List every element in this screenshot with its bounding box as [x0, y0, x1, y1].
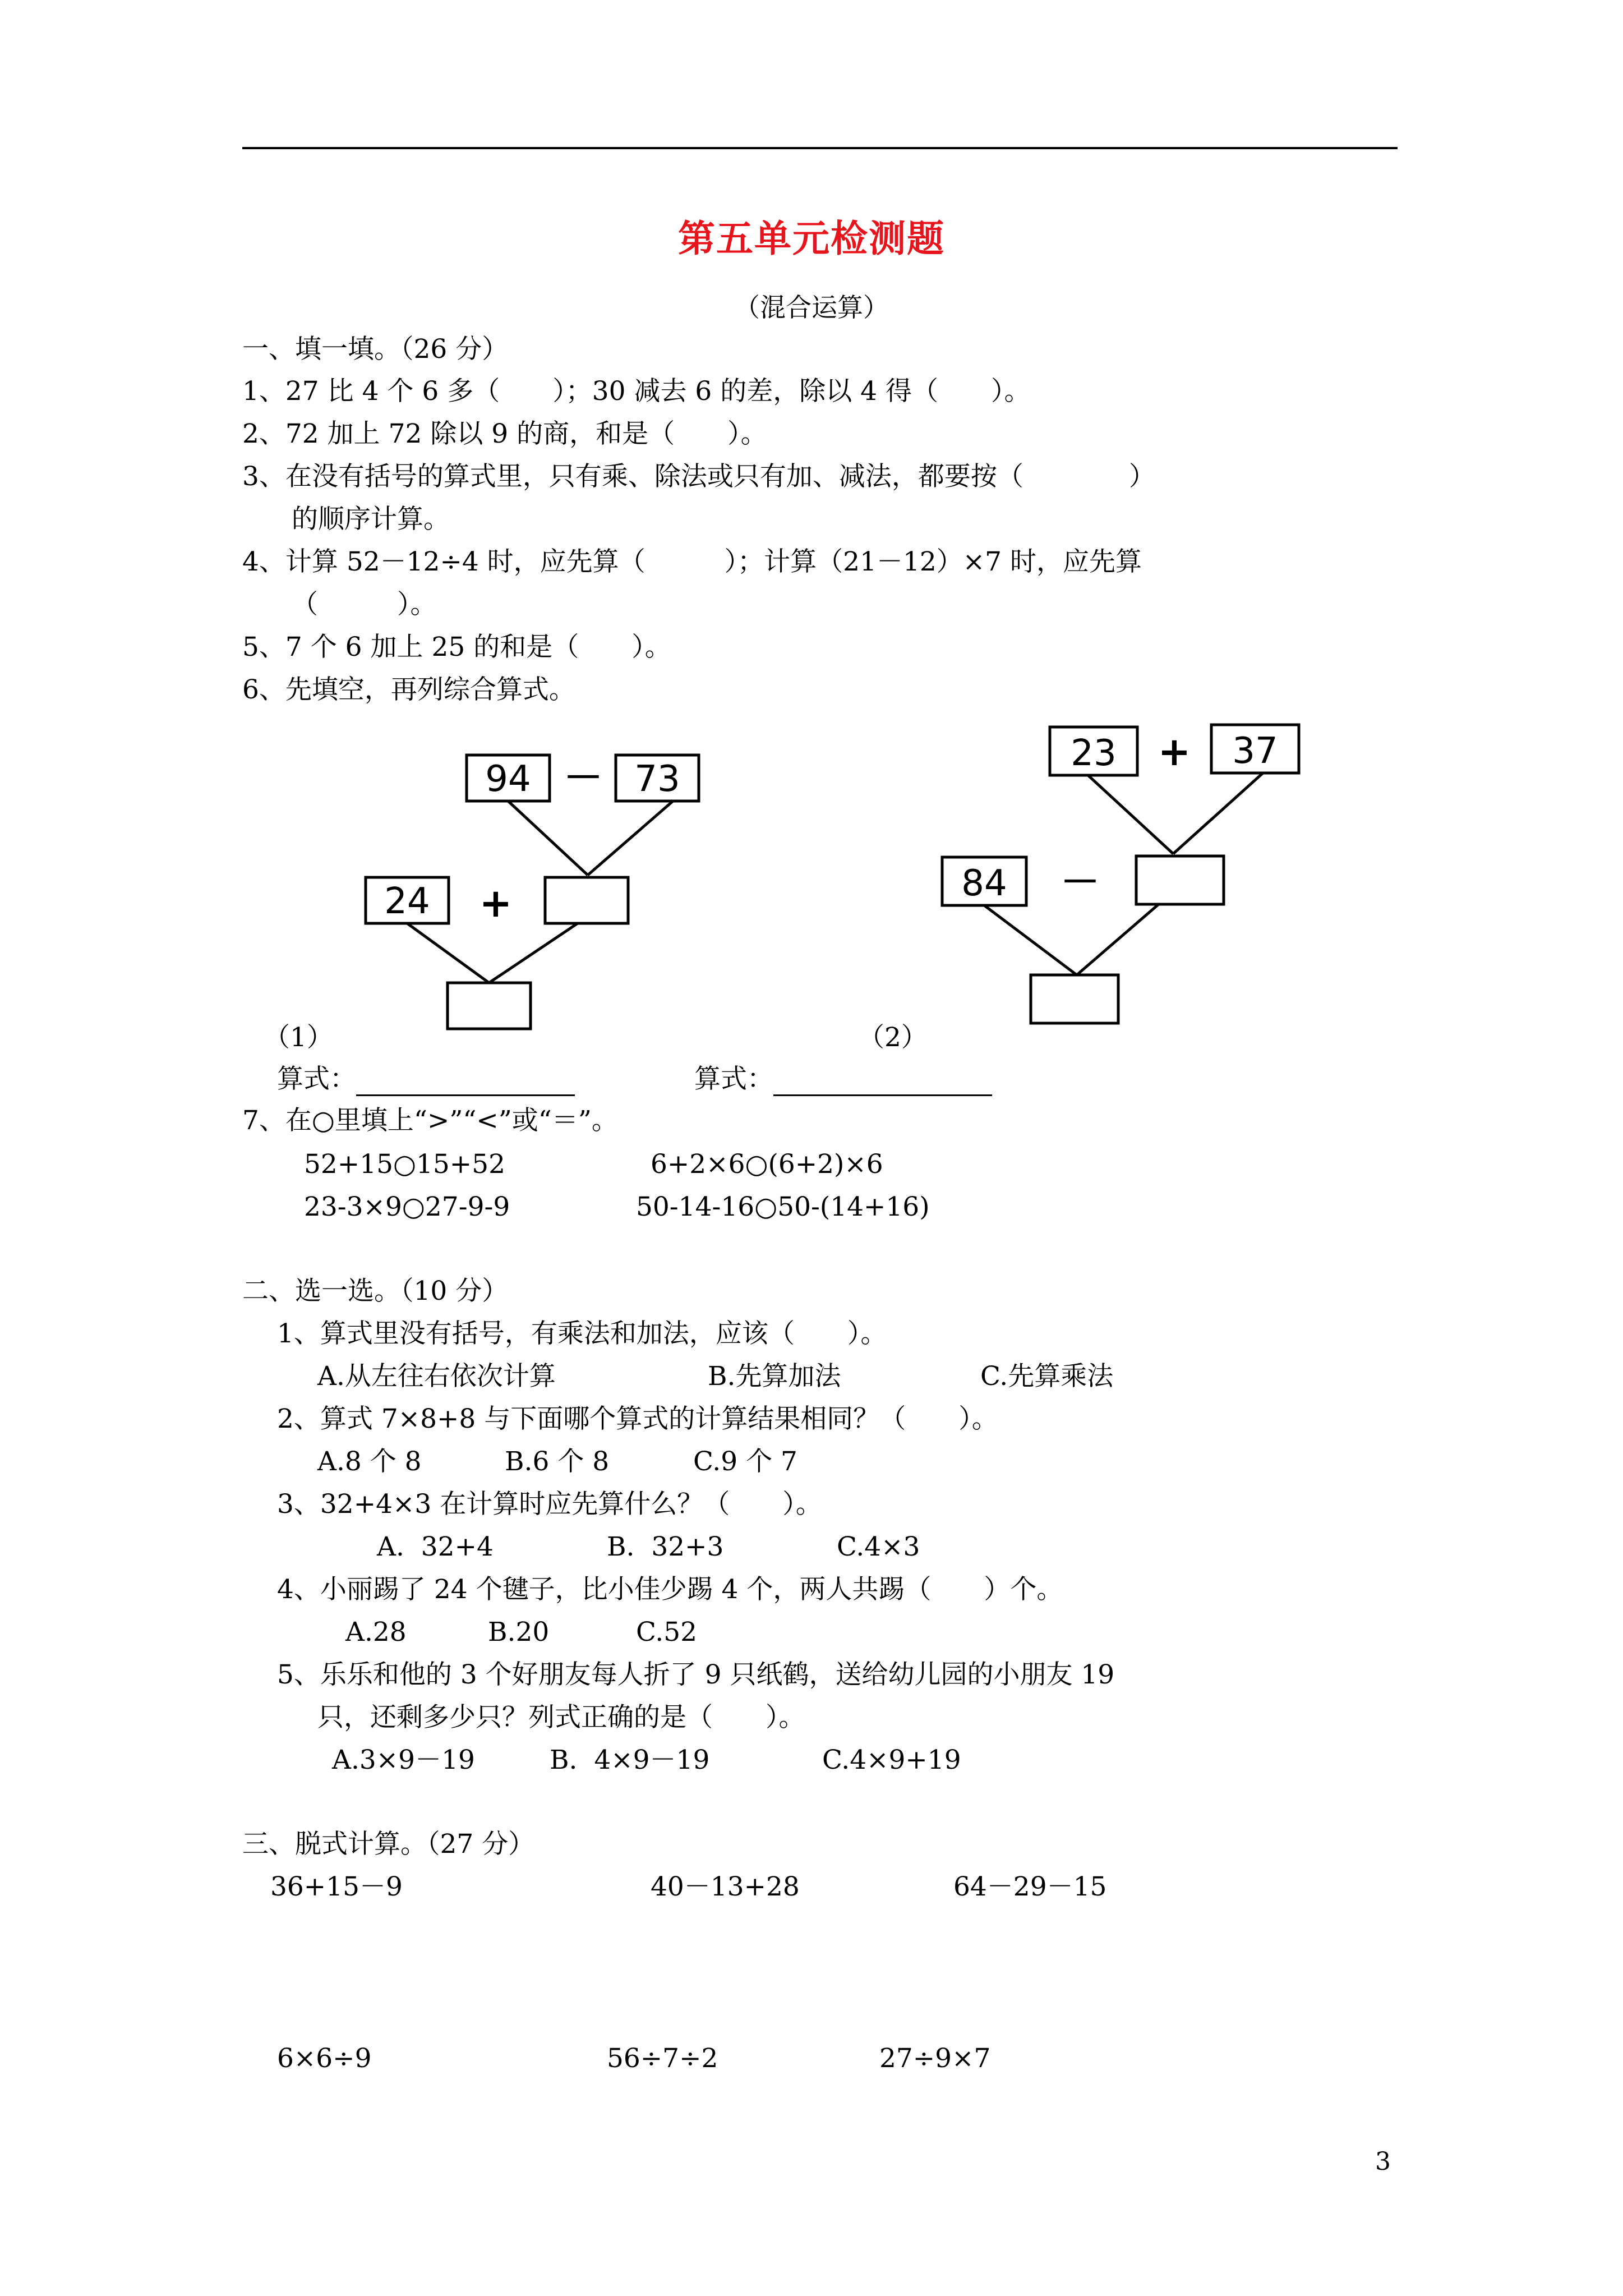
section1-q2: 2、72 加上 72 除以 9 的商，和是（ ）。 [242, 418, 767, 449]
formula-label-1: 算式： [277, 1064, 356, 1094]
section2-q4-opt-c: C.52 [636, 1617, 698, 1648]
section2-q1-opt-c: C.先算乘法 [980, 1361, 1114, 1392]
section2-q5-line2: 只，还剩多少只？列式正确的是（ ）。 [317, 1702, 805, 1733]
d2-top-left-number: 23 [1071, 733, 1117, 774]
q7-item-1: 52+15○15+52 [304, 1149, 505, 1180]
d2-connector-top-left [1088, 775, 1173, 854]
d2-mid-operator: － [1061, 859, 1100, 905]
section3-heading: 三、脱式计算。（27 分） [242, 1829, 535, 1860]
calc-1: 36+15－9 [270, 1871, 403, 1902]
calc-4: 6×6÷9 [277, 2043, 372, 2074]
section2-q1: 1、算式里没有括号，有乘法和加法，应该（ ）。 [277, 1318, 887, 1349]
d1-bottom-answer-box [448, 983, 531, 1029]
q7-item-2: 6+2×6○(6+2)×6 [651, 1149, 883, 1180]
section1-q4-line2: （ ）。 [292, 589, 437, 620]
section2-q2-opt-a: A.8 个 8 [317, 1446, 422, 1477]
d1-mid-answer-box [545, 877, 628, 923]
q7-item-4: 50-14-16○50-(14+16) [636, 1191, 930, 1222]
d2-connector-mid-right [1077, 904, 1159, 975]
section2-q3-opt-c: C.4×3 [837, 1531, 920, 1562]
section1-heading: 一、填一填。（26 分） [242, 334, 509, 365]
formula-row-2 [694, 1062, 992, 1096]
section2-q3-opt-b: B. 32+3 [607, 1531, 724, 1562]
section2-q3: 3、32+4×3 在计算时应先算什么？（ ）。 [277, 1489, 822, 1520]
formula-label-2: 算式： [694, 1064, 773, 1094]
d1-connector-mid-right [489, 923, 578, 983]
d2-connector-mid-left [984, 905, 1077, 975]
section2-heading: 二、选一选。（10 分） [242, 1276, 509, 1306]
section1-q3-line2: 的顺序计算。 [292, 504, 450, 535]
d1-top-left-number: 94 [485, 758, 531, 800]
d1-mid-operator: + [479, 880, 513, 926]
d2-connector-top-right [1173, 773, 1263, 854]
page-number: 3 [1375, 2147, 1391, 2176]
section2-q5-opt-b: B. 4×9－19 [550, 1745, 710, 1775]
diagram-2 [942, 725, 1299, 1023]
q7-item-3: 23-3×9○27-9-9 [304, 1191, 510, 1222]
section2-q1-opt-b: B.先算加法 [708, 1361, 841, 1392]
formula-blank-1[interactable] [356, 1070, 575, 1096]
page-title: 第五单元检测题 [678, 217, 945, 260]
d1-connector-top-right [588, 801, 673, 875]
calc-6: 27÷9×7 [879, 2043, 991, 2074]
d1-top-operator: － [564, 754, 603, 800]
section2-q2: 2、算式 7×8+8 与下面哪个算式的计算结果相同？（ ）。 [277, 1404, 998, 1434]
d1-connector-top-left [508, 801, 588, 875]
diagram-1 [366, 754, 699, 1029]
section2-q4-opt-b: B.20 [488, 1617, 550, 1648]
page-subtitle: （混合运算） [734, 292, 889, 323]
d1-top-right-number: 73 [634, 758, 680, 800]
section2-q4-opt-a: A.28 [345, 1617, 407, 1648]
section1-q7: 7、在○里填上“>”“<”或“＝”。 [242, 1105, 618, 1136]
section2-q5-opt-a: A.3×9－19 [332, 1745, 475, 1775]
calc-2: 40－13+28 [651, 1871, 800, 1902]
section1-q4-line1: 4、计算 52－12÷4 时，应先算（ ）；计算（21－12）×7 时，应先算 [242, 546, 1142, 577]
d1-mid-left-number: 24 [384, 881, 430, 922]
section2-q5-line1: 5、乐乐和他的 3 个好朋友每人折了 9 只纸鹤，送给幼儿园的小朋友 19 [277, 1659, 1115, 1690]
section2-q4: 4、小丽踢了 24 个毽子，比小佳少踢 4 个，两人共踢（ ）个。 [277, 1574, 1063, 1605]
d2-bottom-answer-box [1031, 975, 1118, 1023]
section2-q3-opt-a: A. 32+4 [377, 1531, 494, 1562]
calc-5: 56÷7÷2 [607, 2043, 718, 2074]
d2-top-operator: + [1158, 729, 1191, 775]
d2-mid-answer-box [1136, 856, 1224, 904]
calc-3: 64－29－15 [953, 1871, 1107, 1902]
d2-mid-left-number: 84 [961, 863, 1007, 904]
d2-top-right-number: 37 [1232, 730, 1278, 772]
d1-connector-mid-left [407, 923, 489, 983]
section1-q3-line1: 3、在没有括号的算式里，只有乘、除法或只有加、减法，都要按（ ） [242, 461, 1155, 492]
formula-blank-2[interactable] [773, 1070, 992, 1096]
section1-q5: 5、7 个 6 加上 25 的和是（ ）。 [242, 632, 671, 662]
section2-q1-opt-a: A.从左往右依次计算 [317, 1361, 556, 1392]
diagram2-label: （2） [858, 1022, 928, 1053]
section2-q2-opt-b: B.6 个 8 [505, 1446, 610, 1477]
section2-q5-opt-c: C.4×9+19 [822, 1745, 961, 1775]
section1-q1: 1、27 比 4 个 6 多（ ）；30 减去 6 的差，除以 4 得（ ）。 [242, 376, 1031, 407]
section2-q2-opt-c: C.9 个 7 [693, 1446, 797, 1477]
diagram1-label: （1） [264, 1022, 333, 1053]
formula-row-1 [277, 1062, 575, 1096]
section1-q6: 6、先填空，再列综合算式。 [242, 674, 575, 705]
